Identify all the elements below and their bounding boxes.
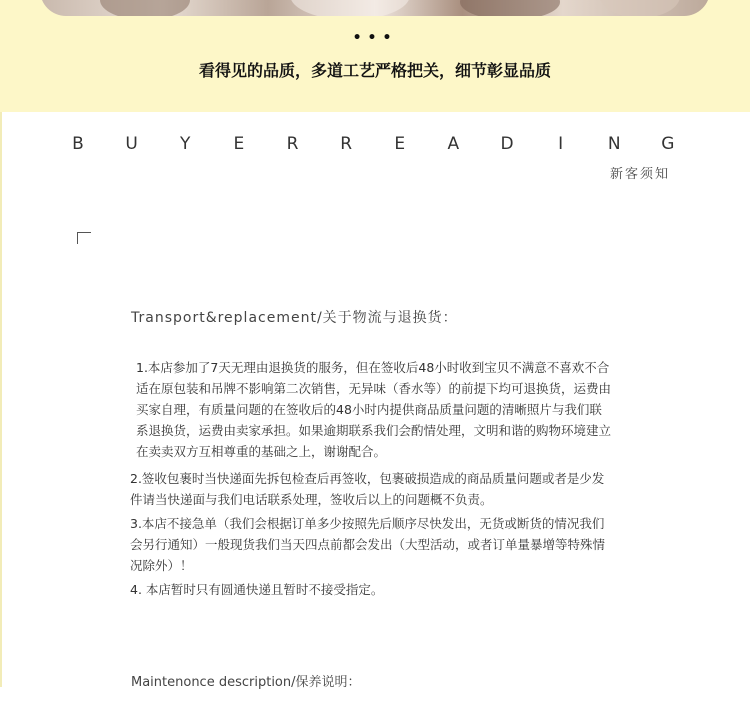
transport-item-2: 2.签收包裹时当快递面先拆包检查后再签收，包裹破损造成的商品质量问题或者是少发件请当快递面与我们电话联系处理，签收后以上的问题概不负责。 bbox=[130, 471, 605, 507]
title-letter: I bbox=[558, 134, 564, 154]
title-letter: N bbox=[607, 134, 621, 154]
title-letter: A bbox=[447, 134, 460, 154]
quality-tagline: 看得见的品质，多道工艺严格把关，细节彰显品质 bbox=[198, 61, 551, 80]
title-letter: R bbox=[286, 134, 299, 154]
title-letter: U bbox=[125, 134, 138, 154]
title-letter: E bbox=[394, 134, 406, 154]
title-letter: R bbox=[340, 134, 353, 154]
dots-divider: ••• bbox=[352, 30, 398, 46]
title-letter: G bbox=[661, 134, 675, 154]
title-letter: Y bbox=[180, 134, 191, 154]
transport-item-3: 3.本店不接急单（我们会根据订单多少按照先后顺序尽快发出，无货或断货的情况我们会另行通知）一般现货我们当天四点前都会发出（大型活动，或者订单量暴增等特殊情况除外）！ bbox=[130, 516, 606, 573]
top-banner-band bbox=[0, 0, 750, 112]
maintenance-heading: Maintenonce description/保养说明： bbox=[131, 675, 361, 690]
buyer-reading-title bbox=[68, 134, 678, 154]
title-letter: E bbox=[233, 134, 245, 154]
title-letter: B bbox=[72, 134, 84, 154]
buyer-reading-subtitle: 新客须知 bbox=[609, 167, 670, 182]
left-border-line bbox=[0, 112, 2, 687]
transport-heading: Transport&replacement/关于物流与退换货： bbox=[131, 310, 458, 326]
transport-item-1: 1.本店参加了7天无理由退换货的服务，但在签收后48小时收到宝贝不满意不喜欢不合适在原包装和吊牌不影响第二次销售，无异味（香水等）的前提下均可退换货，运费由买家自理，有质量问题的在签收后的48小时内提供商品质量问题的清晰照片与我们联系退换货，运费由卖家承担。如果逾期联系我们会酌情处理，文明和谐的购物环境建立在卖卖双方互相尊重的基础之上，谢谢配合。 bbox=[136, 360, 612, 459]
transport-item-4: 4. 本店暂时只有圆通快递且暂时不接受指定。 bbox=[130, 582, 384, 597]
title-letter: D bbox=[500, 134, 514, 154]
transport-items bbox=[130, 357, 612, 603]
product-photo bbox=[40, 0, 710, 16]
corner-bracket-icon bbox=[77, 232, 91, 244]
